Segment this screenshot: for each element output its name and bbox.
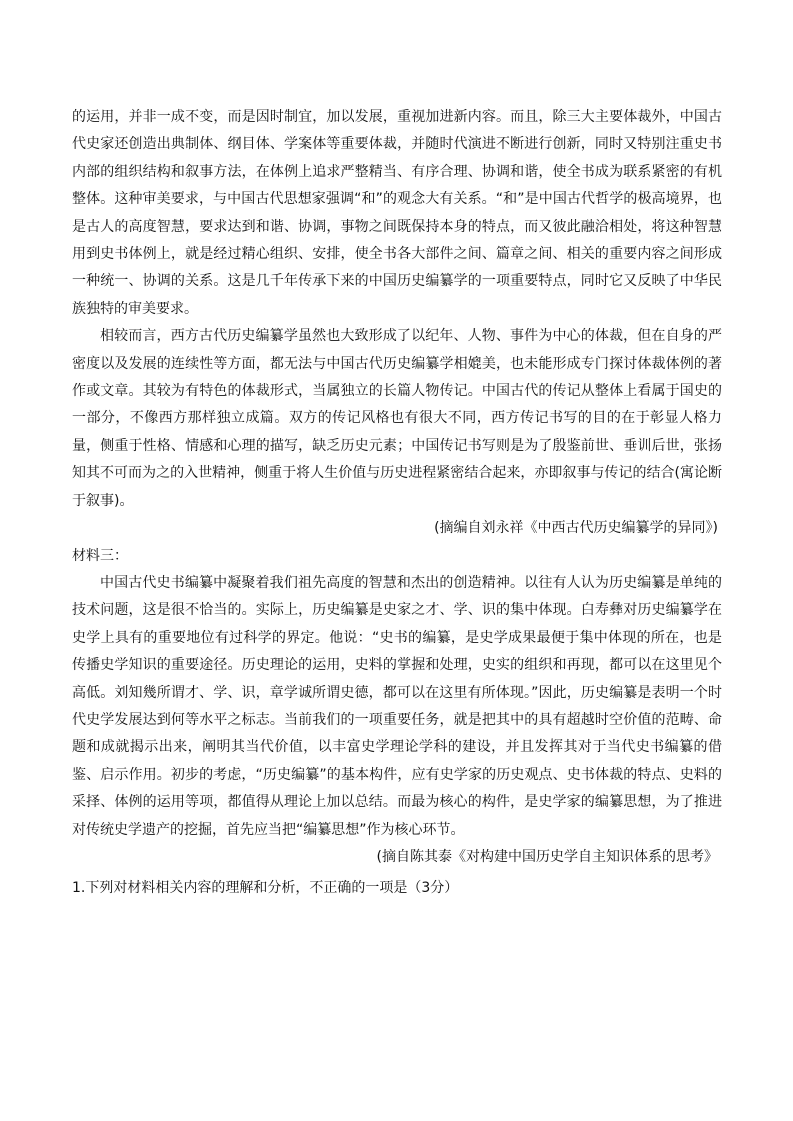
document-body — [72, 104, 722, 903]
paragraph-comparison: 相较而言，西方古代历史编纂学虽然也大致形成了以纪年、人物、事件为中心的体裁，但在自身的严密度以及发展的连续性等方面，都无法与中国古代历史编纂学相媲美，也未能形成专门探讨体裁体例的著作或文章。其较为有特色的体裁形式，当属独立的长篇人物传记。中国古代的传记从整体上看属于国史的一部分，不像西方那样独立成篇。双方的传记风格也有很大不同，西方传记书写的目的在于彰显人格力量，侧重于性格、情感和心理的描写，缺乏历史元素；中国传记书写则是为了殷鉴前世、垂训后世，张扬知其不可而为之的入世精神，侧重于将人生价值与历史进程紧密结合起来，亦即叙事与传记的结合(寓论断于叙事)。 — [72, 328, 722, 509]
source-citation-chen: (摘自陈其泰《对构建中国历史学自主知识体系的思考》 — [376, 848, 718, 865]
paragraph-material-three: 中国古代史书编纂中凝聚着我们祖先高度的智慧和杰出的创造精神。以往有人认为历史编纂是单纯的技术问题，这是很不恰当的。实际上，历史编纂是史家之才、学、识的集中体现。白寿彝对历史编纂学在史学上具有的重要地位有过科学的界定。他说：“史书的编纂，是史学成果最便于集中体现的所在，也是传播史学知识的重要途径。历史理论的运用，史料的掌握和处理，史实的组织和再现，都可以在这里见个高低。刘知幾所谓才、学、识，章学诚所谓史德，都可以在这里有所体现。”因此，历史编纂是表明一个时代史学发展达到何等水平之标志。当前我们的一项重要任务，就是把其中的具有超越时空价值的范畴、命题和成就揭示出来，阐明其当代价值，以丰富史学理论学科的建设，并且发挥其对于当代史书编纂的借鉴、启示作用。初步的考虑，“历史编纂”的基本构件，应有史学家的历史观点、史书体裁的特点、史料的采择、体例的运用等项，都值得从理论上加以总结。而最为核心的构件，是史学家的编纂思想，为了推进对传统史学遗产的挖掘，首先应当把“编纂思想”作为核心环节。 — [72, 574, 722, 838]
paragraph-continuation: 的运用，并非一成不变，而是因时制宜，加以发展，重视加进新内容。而且，除三大主要体裁外，中国古代史家还创造出典制体、纲目体、学案体等重要体裁，并随时代演进不断进行创新，同时又特别注重史书内部的组织结构和叙事方法，在体例上追求严整精当、有序合理、协调和谐，使全书成为联系紧密的有机整体。这种审美要求，与中国古代思想家强调“和”的观念大有关系。“和”是中国古代哲学的极高境界，也是古人的高度智慧，要求达到和谐、协调，事物之间既保持本身的特点，而又彼此融洽相处，将这种智慧用到史书体例上，就是经过精心组织、安排，使全书各大部件之间、篇章之间、相关的重要内容之间形成一种统一、协调的关系。这是几千年传承下来的中国历史编纂学的一项重要特点，同时它又反映了中华民族独特的审美要求。 — [72, 109, 722, 317]
question-one: 1.下列对材料相关内容的理解和分析，不正确的一项是（3分） — [72, 880, 459, 897]
source-citation-liu: (摘编自刘永祥《中西古代历史编纂学的异同》) — [434, 520, 718, 537]
material-three-heading: 材料三： — [72, 547, 128, 564]
